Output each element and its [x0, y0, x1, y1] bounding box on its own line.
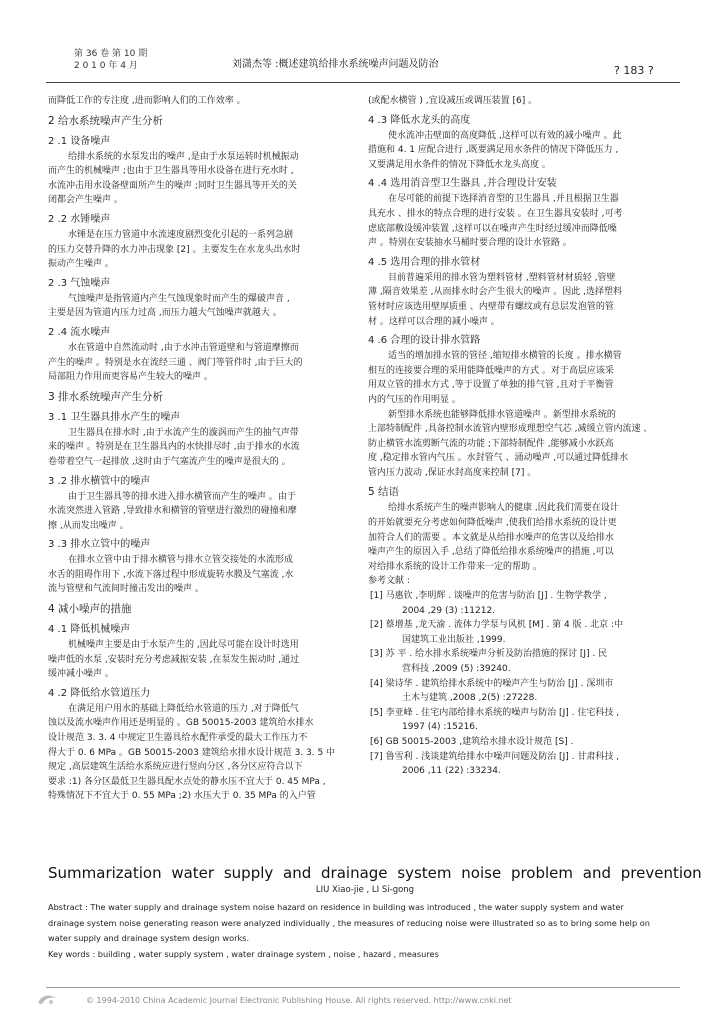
body-text-line: 适当的增加排水管的管径 ,缩短排水横管的长度 。排水横管: [388, 351, 622, 362]
english-title: Summarization water supply and drainage system noise problem and prevention: [48, 864, 702, 882]
body-text-line: 的开始就要充分考虑如何降低噪声 ,使我们给排水系统的设计更: [368, 518, 617, 529]
body-text-line: 缓冲减小噪声 。: [48, 669, 114, 680]
subsection-heading: 4 .1 降低机械噪声: [48, 624, 131, 636]
body-text-line: 参考文献 :: [368, 576, 410, 587]
keywords-line: Key words : building , water supply system , water drainage system , noise , hazard , measures: [48, 948, 439, 959]
body-text-line: 度 ,稳定排水管内气压 。水封管气 、涌动噪声 ,可以通过降低排水: [368, 453, 629, 464]
english-authors: LIU Xiao-jie , LI Si-gong: [315, 885, 415, 895]
subsection-heading: 4 .5 选用合理的排水管材: [368, 256, 481, 268]
body-text-line: 用双立管的排水方式 ,等于设置了单独的排气管 ,且对于平衡管: [368, 380, 614, 391]
reference-line: [5] 李亚峰 . 住宅内部给排水系统的噪声与防治 [J] . 住宅科技 ,: [370, 707, 620, 718]
section-heading: 5 结语: [368, 486, 400, 499]
body-text-line: 在尽可能的前提下选择消音型的卫生器具 ,并且根据卫生器: [388, 194, 619, 205]
page-number: ? 183 ?: [614, 64, 654, 77]
body-text-line: (或配水横管 ) ,宜设减压或调压装置 [6] 。: [368, 96, 538, 106]
subsection-heading: 3 .1 卫生器具排水产生的噪声: [48, 411, 181, 423]
abstract-line: water supply and drainage system design works.: [48, 933, 250, 943]
body-text-line: 上部特制配件 ,具备控制水流管内壁形成理想空气芯 ,减缓立管内流速 、: [368, 424, 653, 435]
body-text-line: 气蚀噪声是指管道内产生气蚀现象时而产生的爆破声音 ,: [68, 293, 290, 304]
body-text-line: 又要满足用水条件的情况下降低水龙头高度 。: [368, 159, 551, 170]
reference-line: [6] GB 50015-2003 ,建筑给水排水设计规范 [S] .: [370, 736, 574, 747]
reference-line: 国建筑工业出版社 ,1999.: [402, 634, 506, 645]
body-text-line: 水流突然进入管路 ,导致排水和横管的管壁进行激烈的碰撞和摩: [48, 506, 297, 517]
body-text-line: 蚀以及流水噪声作用还是明显的 。GB 50015-2003 建筑给水排水: [48, 718, 314, 729]
body-text-line: 水舌的阻碍作用下 ,水流下落过程中形成旋转水膜及气塞流 ,水: [48, 569, 294, 580]
body-text-line: 虑底部敷设缓冲装置 ,这样可以在噪声产生时经过缓冲而降低噪: [368, 223, 617, 234]
abstract-line: Abstract : The water supply and drainage system noise hazard on residence in building was introduced , the water supply system and water: [48, 902, 624, 912]
subsection-heading: 2 .1 设备噪声: [48, 135, 111, 147]
section-heading: 2 给水系统噪声产生分析: [48, 114, 164, 127]
body-text-line: 给排水系统的水泵发出的噪声 ,是由于水泵运转时机械振动: [68, 151, 299, 162]
copyright-footer: © 1994-2010 China Academic Journal Electronic Publishing House. All rights reserved. http://www.cnki.net: [86, 996, 512, 1005]
body-text-line: 防止横管水流剪断气流的功能 ;下部特制配件 ,能够减小水跃高: [368, 438, 614, 449]
body-text-line: 卷带着空气一起排放 ,这时由于气塞流产生的噪声是很大的 。: [48, 456, 291, 467]
body-text-line: 主要是因为管道内压力过高 ,而压力越大气蚀噪声就越大 。: [48, 308, 282, 319]
body-text-line: 相互的连接要合理的采用能降低噪声的方式 。对于高层应该采: [368, 365, 614, 376]
left-column: [48, 94, 360, 804]
body-text-line: 声 。特别在安装抽水马桶时要合理的设计水管路 。: [368, 238, 572, 249]
english-abstract: [48, 900, 682, 962]
body-text-line: 新型排水系统也能够降低排水管道噪声 。新型排水系统的: [388, 409, 616, 420]
body-text-line: 而产生的机械噪声 ;也由于卫生器具等用水设备在进行充水时 ,: [48, 166, 294, 177]
body-text-line: 薄 ,隔音效果差 ,从而排水时会产生很大的噪声 。因此 ,选择塑料: [368, 287, 623, 298]
running-title: 刘潇杰等 :概述建筑给排水系统噪声问题及防治: [232, 59, 439, 70]
body-text-line: 措施和 4. 1 应配合进行 ,既要满足用水条件的情况下降低压力 ,: [368, 145, 619, 156]
subsection-heading: 4 .4 选用消音型卫生器具 ,并合理设计安装: [368, 178, 557, 190]
body-text-line: 水锤是在压力管道中水流速度剧烈变化引起的一系列急剧: [68, 229, 294, 240]
section-heading: 4 减小噪声的措施: [48, 603, 132, 616]
body-text-line: 噪声低的水泵 ,安装时充分考虑减振安装 ,在泵发生振动时 ,通过: [48, 654, 300, 665]
body-text-line: 闭都会产生噪声 。: [48, 195, 123, 206]
body-text-line: 管材时应该选用壁厚质重 、内壁带有螺纹或有总层发泡管的管: [368, 301, 614, 312]
reference-line: [2] 蔡增基 ,龙天渝 . 流体力学泵与风机 [M] . 第 4 版 . 北京 :中: [370, 620, 624, 631]
body-text-line: 具充水 、排水的特点合理的进行安装 。在卫生器具安装时 ,可考: [368, 208, 623, 219]
body-text-line: 来的噪声 。特别是在卫生器具内的水快排尽时 ,由于排水的水流: [48, 442, 300, 453]
body-text-line: 机械噪声主要是由于水泵产生的 ,因此尽可能在设计时选用: [68, 640, 299, 651]
body-text-line: 产生的噪声 。特别是水在流经三通 、阀门等管件时 ,由于巨大的: [48, 357, 303, 368]
reference-line: 1997 (4) :15216.: [402, 722, 478, 733]
body-text-line: 对给排水系统的设计工作带来一定的帮助 。: [368, 561, 542, 572]
header-rule: [46, 82, 680, 83]
reference-line: [3] 苏 平 . 给水排水系统噪声分析及防治措施的探讨 [J] . 民: [370, 649, 608, 660]
footer-rule: [46, 987, 680, 988]
body-text-line: 由于卫生器具等的排水进入排水横管而产生的噪声 。由于: [68, 491, 296, 502]
body-text-line: 擦 ,从而发出噪声 。: [48, 520, 129, 531]
body-text-line: 内的气压的作用明显 。: [368, 394, 461, 405]
reference-line: [7] 鲁雪利 . 浅谈建筑给排水中噪声问题及防治 [J] . 甘肃科技 ,: [370, 751, 620, 762]
body-text-line: 管内压力波动 ,保证水封高度来控制 [7] 。: [368, 467, 537, 478]
body-text-line: 规定 ,高层建筑生活给水系统应进行竖向分区 ,各分区应符合以下: [48, 762, 303, 773]
body-text-line: 水在管道中自然流动时 ,由于水冲击管道壁和与管道摩擦而: [68, 342, 299, 353]
body-text-line: 使水流冲击壁面的高度降低 ,这样可以有效的减小噪声 。此: [388, 130, 622, 141]
body-text-line: 要求 :1) 各分区最低卫生器具配水点处的静水压不宜大于 0. 45 MPa ,: [48, 776, 326, 787]
body-text-line: 在满足用户用水的基础上降低给水管道的压力 ,对于降低气: [68, 703, 299, 714]
body-text-line: 得大于 0. 6 MPa 。GB 50015-2003 建筑给水排水设计规范 3. 3. 5 中: [48, 747, 336, 758]
body-text-line: 材 。这样可以合理的减小噪声 。: [368, 316, 500, 327]
body-text-line: 噪声产生的原因入手 ,总结了降低给排水系统噪声的措施 ,可以: [368, 547, 614, 558]
reference-line: 2006 ,11 (22) :33234.: [402, 766, 501, 777]
body-text-line: 特殊情况下不宜大于 0. 55 MPa ;2) 水压大于 0. 35 MPa 的入户管: [48, 791, 316, 802]
reference-line: 土木与建筑 ,2008 ,2(5) :27228.: [402, 693, 538, 704]
cnki-logo-icon: [36, 992, 58, 1006]
body-text-line: 流与管壁和气流间时撞击发出的噪声 。: [48, 584, 204, 595]
body-text-line: 卫生器具在排水时 ,由于水流产生的漩涡而产生的抽气声带: [68, 427, 299, 438]
reference-line: [1] 马惠钦 ,李明辉 . 谈噪声的危害与防治 [J] . 生物学教学 ,: [370, 591, 607, 602]
subsection-heading: 3 .2 排水横管中的噪声: [48, 475, 151, 487]
body-text-line: 在排水立管中由于排水横管与排水立管交接处的水流形成: [68, 555, 294, 566]
body-text-line: 局部阻力作用而更容易产生较大的噪声 。: [48, 372, 213, 383]
reference-line: 2004 ,29 (3) :11212.: [402, 605, 496, 616]
subsection-heading: 4 .6 合理的设计排水管路: [368, 335, 481, 347]
body-text-line: 加符合人们的需要 。本文就是从给排水噪声的危害以及给排水: [368, 532, 614, 543]
subsection-heading: 4 .2 降低给水管道压力: [48, 687, 151, 699]
journal-volume: 第 36 卷 第 10 期: [74, 49, 148, 59]
subsection-heading: 4 .3 降低水龙头的高度: [368, 114, 471, 126]
body-text-line: 给排水系统产生的噪声影响人的健康 ,因此我们需要在设计: [388, 503, 619, 514]
body-text-line: 水流冲击用水设备壁面所产生的噪声 ;同时卫生器具等开关的关: [48, 180, 297, 191]
reference-line: [4] 梁诗华 . 建筑给排水系统中的噪声产生与防治 [J] . 深圳市: [370, 678, 614, 689]
body-text-line: 振动产生噪声 。: [48, 259, 114, 270]
abstract-line: drainage system noise generating reason were analyzed individually , the measures of reducing noise were illustrated so as to bring some help on: [48, 917, 650, 928]
body-text-line: 设计规范 3. 3. 4 中规定卫生器具给水配件承受的最大工作压力不: [48, 733, 308, 744]
right-column: [368, 94, 680, 779]
reference-line: 营科技 ,2009 (5) :39240.: [402, 664, 511, 674]
subsection-heading: 2 .2 水锤噪声: [48, 213, 111, 225]
body-text-line: 而降低工作的专注度 ,进而影响人们的工作效率 。: [48, 96, 246, 106]
section-heading: 3 排水系统噪声产生分析: [48, 390, 164, 403]
body-text-line: 目前普遍采用的排水管为塑料管材 ,塑料管材材质轻 ,管壁: [388, 272, 616, 283]
body-text-line: 的压力交替升降的水力冲击现象 [2] 。主要发生在水龙头出水时: [48, 244, 301, 255]
subsection-heading: 2 .4 流水噪声: [48, 326, 111, 338]
subsection-heading: 3 .3 排水立管中的噪声: [48, 539, 151, 551]
journal-issue-info: [74, 48, 147, 72]
journal-date: 2 0 1 0 年 4 月: [74, 61, 138, 71]
subsection-heading: 2 .3 气蚀噪声: [48, 277, 111, 289]
